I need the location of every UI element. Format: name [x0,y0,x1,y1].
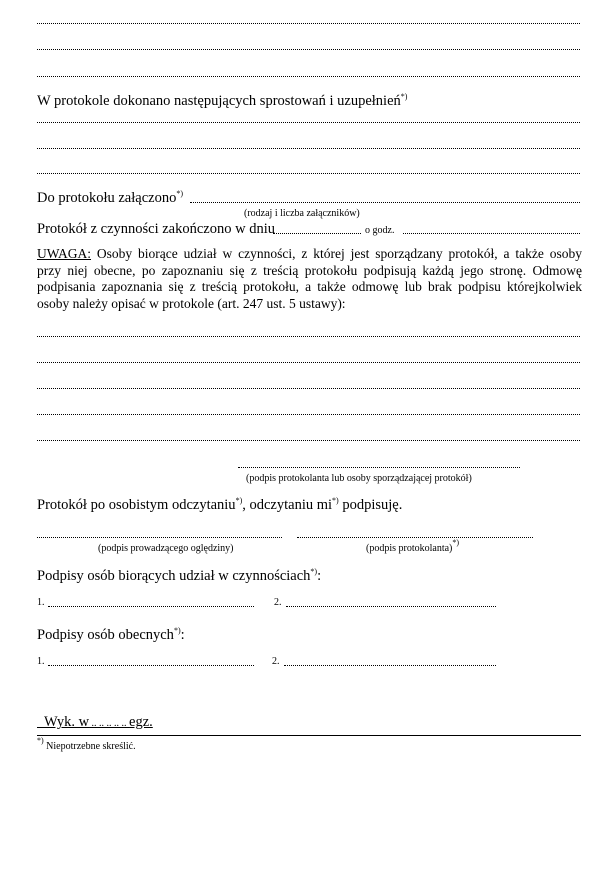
dotted-line[interactable] [37,440,580,441]
present-2-number: 2. [272,656,280,667]
dotted-line[interactable] [37,23,580,24]
investigator-signature-field[interactable] [37,537,282,538]
participant-1-number: 1. [37,597,45,608]
footnote-divider [37,735,581,736]
notice-paragraph: UWAGA: Osoby biorące udział w czynności, z której jest sporządzany protokół, a także osoby przy niej obecne, po zapoznaniu się z treścią protokołu podpisują każdą jego stronę. Odmowę podpisania zapoznania się z treścią protokołu, a także odmowę lub brak podpisu którejkolwiek osoby należy opisać w protokole (art. 247 ust. 5 ustawy): [37,246,583,311]
participant-2-field[interactable] [286,606,496,607]
dotted-line[interactable] [37,173,580,174]
recorder-signature-field[interactable] [238,467,520,468]
attachments-label: Do protokołu załączono*) [37,189,183,206]
dotted-line[interactable] [37,414,580,415]
participants-label: Podpisy osób biorących udział w czynnościach*): [37,567,322,584]
closing-hour-label: o godz. [365,225,395,236]
present-label: Podpisy osób obecnych*): [37,626,185,643]
attachments-caption: (rodzaj i liczba załączników) [244,208,360,219]
present-2-field[interactable] [284,665,496,666]
copies-count-field[interactable]: .. .. .. .. .. [89,718,130,729]
reading-statement: Protokół po osobistym odczytaniu*), odczytaniu mi*) podpisuję. [37,496,403,513]
dotted-line[interactable] [37,336,580,337]
present-1-number: 1. [37,656,45,667]
attachments-field[interactable] [190,202,580,203]
notice-label: UWAGA: [37,246,91,261]
dotted-line[interactable] [37,49,580,50]
present-1-field[interactable] [48,665,254,666]
dotted-line[interactable] [37,362,580,363]
footnote: *) Niepotrzebne skreślić. [37,736,136,752]
dotted-line[interactable] [37,388,580,389]
recorder-signature-caption: (podpis protokolanta lub osoby sporządzającej protokół) [246,473,472,484]
closing-date-field[interactable] [273,233,361,234]
corrections-label: W protokole dokonano następujących sprostowań i uzupełnień*) [37,92,408,109]
dotted-line[interactable] [37,122,580,123]
copies-line: Wyk. w .. .. .. .. .. egz. [44,714,153,730]
participant-1-field[interactable] [48,606,254,607]
closing-hour-field[interactable] [403,233,580,234]
clerk-signature-field[interactable] [297,537,533,538]
participant-2-number: 2. [274,597,282,608]
clerk-signature-caption: (podpis protokolanta)*) [366,538,460,554]
dotted-line[interactable] [37,148,580,149]
dotted-line[interactable] [37,76,580,77]
closing-label: Protokół z czynności zakończono w dniu [37,221,275,237]
investigator-signature-caption: (podpis prowadzącego oględziny) [98,543,234,554]
